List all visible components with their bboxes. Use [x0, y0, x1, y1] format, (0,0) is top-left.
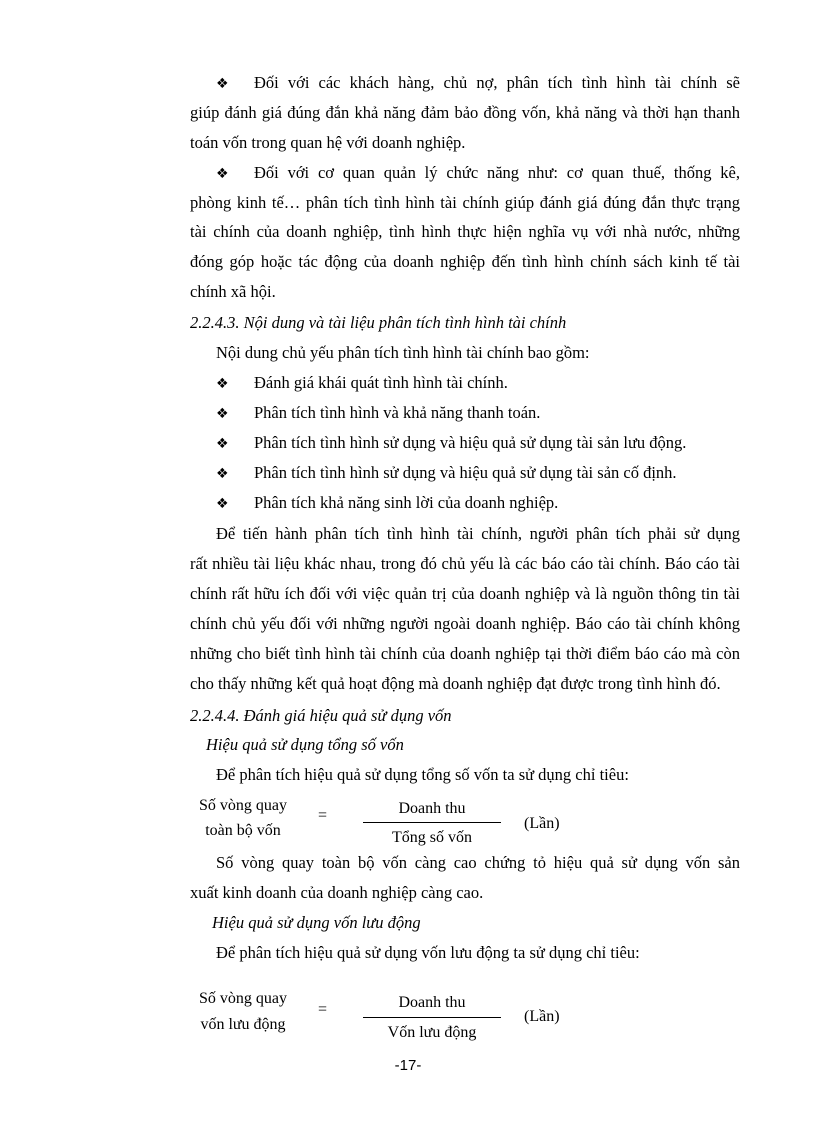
formula2-equals: =	[318, 1001, 328, 1018]
subheading-working-capital: Hiệu quả sử dụng vốn lưu động	[212, 913, 421, 932]
para3-line6: cho thấy những kết quả hoạt động mà doanh nghiệp đạt được trong tình hình đó.	[190, 674, 721, 693]
formula1-denominator: Tổng số vốn	[392, 829, 472, 846]
formula2-fraction-bar	[363, 1017, 501, 1018]
formula1-numerator: Doanh thu	[398, 800, 466, 817]
para1-line2: giúp đánh giá đúng đắn khả năng đảm bảo đồng vốn, khả năng và thời hạn thanh	[190, 103, 740, 122]
formula2-numerator: Doanh thu	[398, 994, 466, 1011]
para3-line1: Để tiến hành phân tích tình hình tài chính, người phân tích phải sử dụng	[216, 524, 740, 543]
total-capital-intro: Để phân tích hiệu quả sử dụng tổng số vốn ta sử dụng chỉ tiêu:	[216, 765, 629, 784]
para3-line2: rất nhiều tài liệu khác nhau, trong đó chủ yếu là các báo cáo tài chính. Báo cáo tài	[190, 554, 740, 573]
content-item-text: Đánh giá khái quát tình hình tài chính.	[254, 373, 508, 392]
para2-line5: chính xã hội.	[190, 282, 276, 301]
para3-line3: chính rất hữu ích đối với việc quản trị của doanh nghiệp và là nguồn thông tin tài	[190, 584, 740, 603]
content-item-3	[216, 433, 686, 453]
content-item-5	[216, 493, 558, 513]
working-capital-intro: Để phân tích hiệu quả sử dụng vốn lưu động ta sử dụng chỉ tiêu:	[216, 943, 640, 962]
formula1-lhs-line1: Số vòng quay	[199, 797, 287, 814]
content-item-4	[216, 463, 677, 483]
para1-line1	[216, 73, 740, 93]
formula2-lhs-line1: Số vòng quay	[199, 990, 287, 1007]
formula1-unit: (Lần)	[524, 815, 560, 832]
subheading-total-capital: Hiệu quả sử dụng tổng số vốn	[206, 735, 404, 754]
formula1-lhs-line2: toàn bộ vốn	[205, 822, 281, 839]
para4-line1: Số vòng quay toàn bộ vốn càng cao chứng tỏ hiệu quả sử dụng vốn sản	[216, 853, 740, 872]
para3-line4: chính chủ yếu đối với những người ngoài doanh nghiệp. Báo cáo tài chính không	[190, 614, 740, 633]
page-number: -17-	[394, 1057, 422, 1074]
para2-text-1: Đối với cơ quan quản lý chức năng như: cơ quan thuế, thống kê,	[254, 163, 740, 182]
para2-line3: tài chính của doanh nghiệp, tình hình thực hiện nghĩa vụ với nhà nước, những	[190, 222, 740, 241]
diamond-bullet-icon: ❖	[216, 406, 229, 422]
content-item-2	[216, 403, 540, 423]
diamond-bullet-icon: ❖	[216, 166, 229, 182]
para2-line1	[216, 163, 740, 183]
diamond-bullet-icon: ❖	[216, 376, 229, 392]
content-item-text: Phân tích tình hình sử dụng và hiệu quả sử dụng tài sản cố định.	[254, 463, 677, 482]
content-item-text: Phân tích tình hình và khả năng thanh toán.	[254, 403, 541, 422]
diamond-bullet-icon: ❖	[216, 76, 229, 92]
content-item-text: Phân tích khả năng sinh lời của doanh nghiệp.	[254, 493, 559, 512]
formula2-lhs-line2: vốn lưu động	[200, 1016, 286, 1033]
para3-line5: những cho biết tình hình tài chính của doanh nghiệp tại thời điểm báo cáo mà còn	[190, 644, 740, 663]
formula2-unit: (Lần)	[524, 1008, 560, 1025]
formula2-denominator: Vốn lưu động	[387, 1024, 477, 1041]
diamond-bullet-icon: ❖	[216, 466, 229, 482]
diamond-bullet-icon: ❖	[216, 496, 229, 512]
para1-text-1: Đối với các khách hàng, chủ nợ, phân tích tình hình tài chính sẽ	[254, 73, 740, 92]
content-item-1	[216, 373, 508, 393]
section-heading-2243: 2.2.4.3. Nội dung và tài liệu phân tích tình hình tài chính	[190, 313, 567, 332]
section-heading-2244: 2.2.4.4. Đánh giá hiệu quả sử dụng vốn	[190, 706, 452, 725]
formula1-equals: =	[318, 807, 328, 824]
content-intro: Nội dung chủ yếu phân tích tình hình tài chính bao gồm:	[216, 343, 590, 362]
formula1-fraction-bar	[363, 822, 501, 823]
para1-line3: toán vốn trong quan hệ với doanh nghiệp.	[190, 133, 466, 152]
para4-line2: xuất kinh doanh của doanh nghiệp càng cao.	[190, 883, 484, 902]
para2-line2: phòng kinh tế… phân tích tình hình tài chính giúp đánh giá đúng đắn thực trạng	[190, 193, 740, 212]
diamond-bullet-icon: ❖	[216, 436, 229, 452]
para2-line4: đóng góp hoặc tác động của doanh nghiệp đến tình hình chính sách kinh tế tài	[190, 252, 740, 271]
content-item-text: Phân tích tình hình sử dụng và hiệu quả sử dụng tài sản lưu động.	[254, 433, 687, 452]
